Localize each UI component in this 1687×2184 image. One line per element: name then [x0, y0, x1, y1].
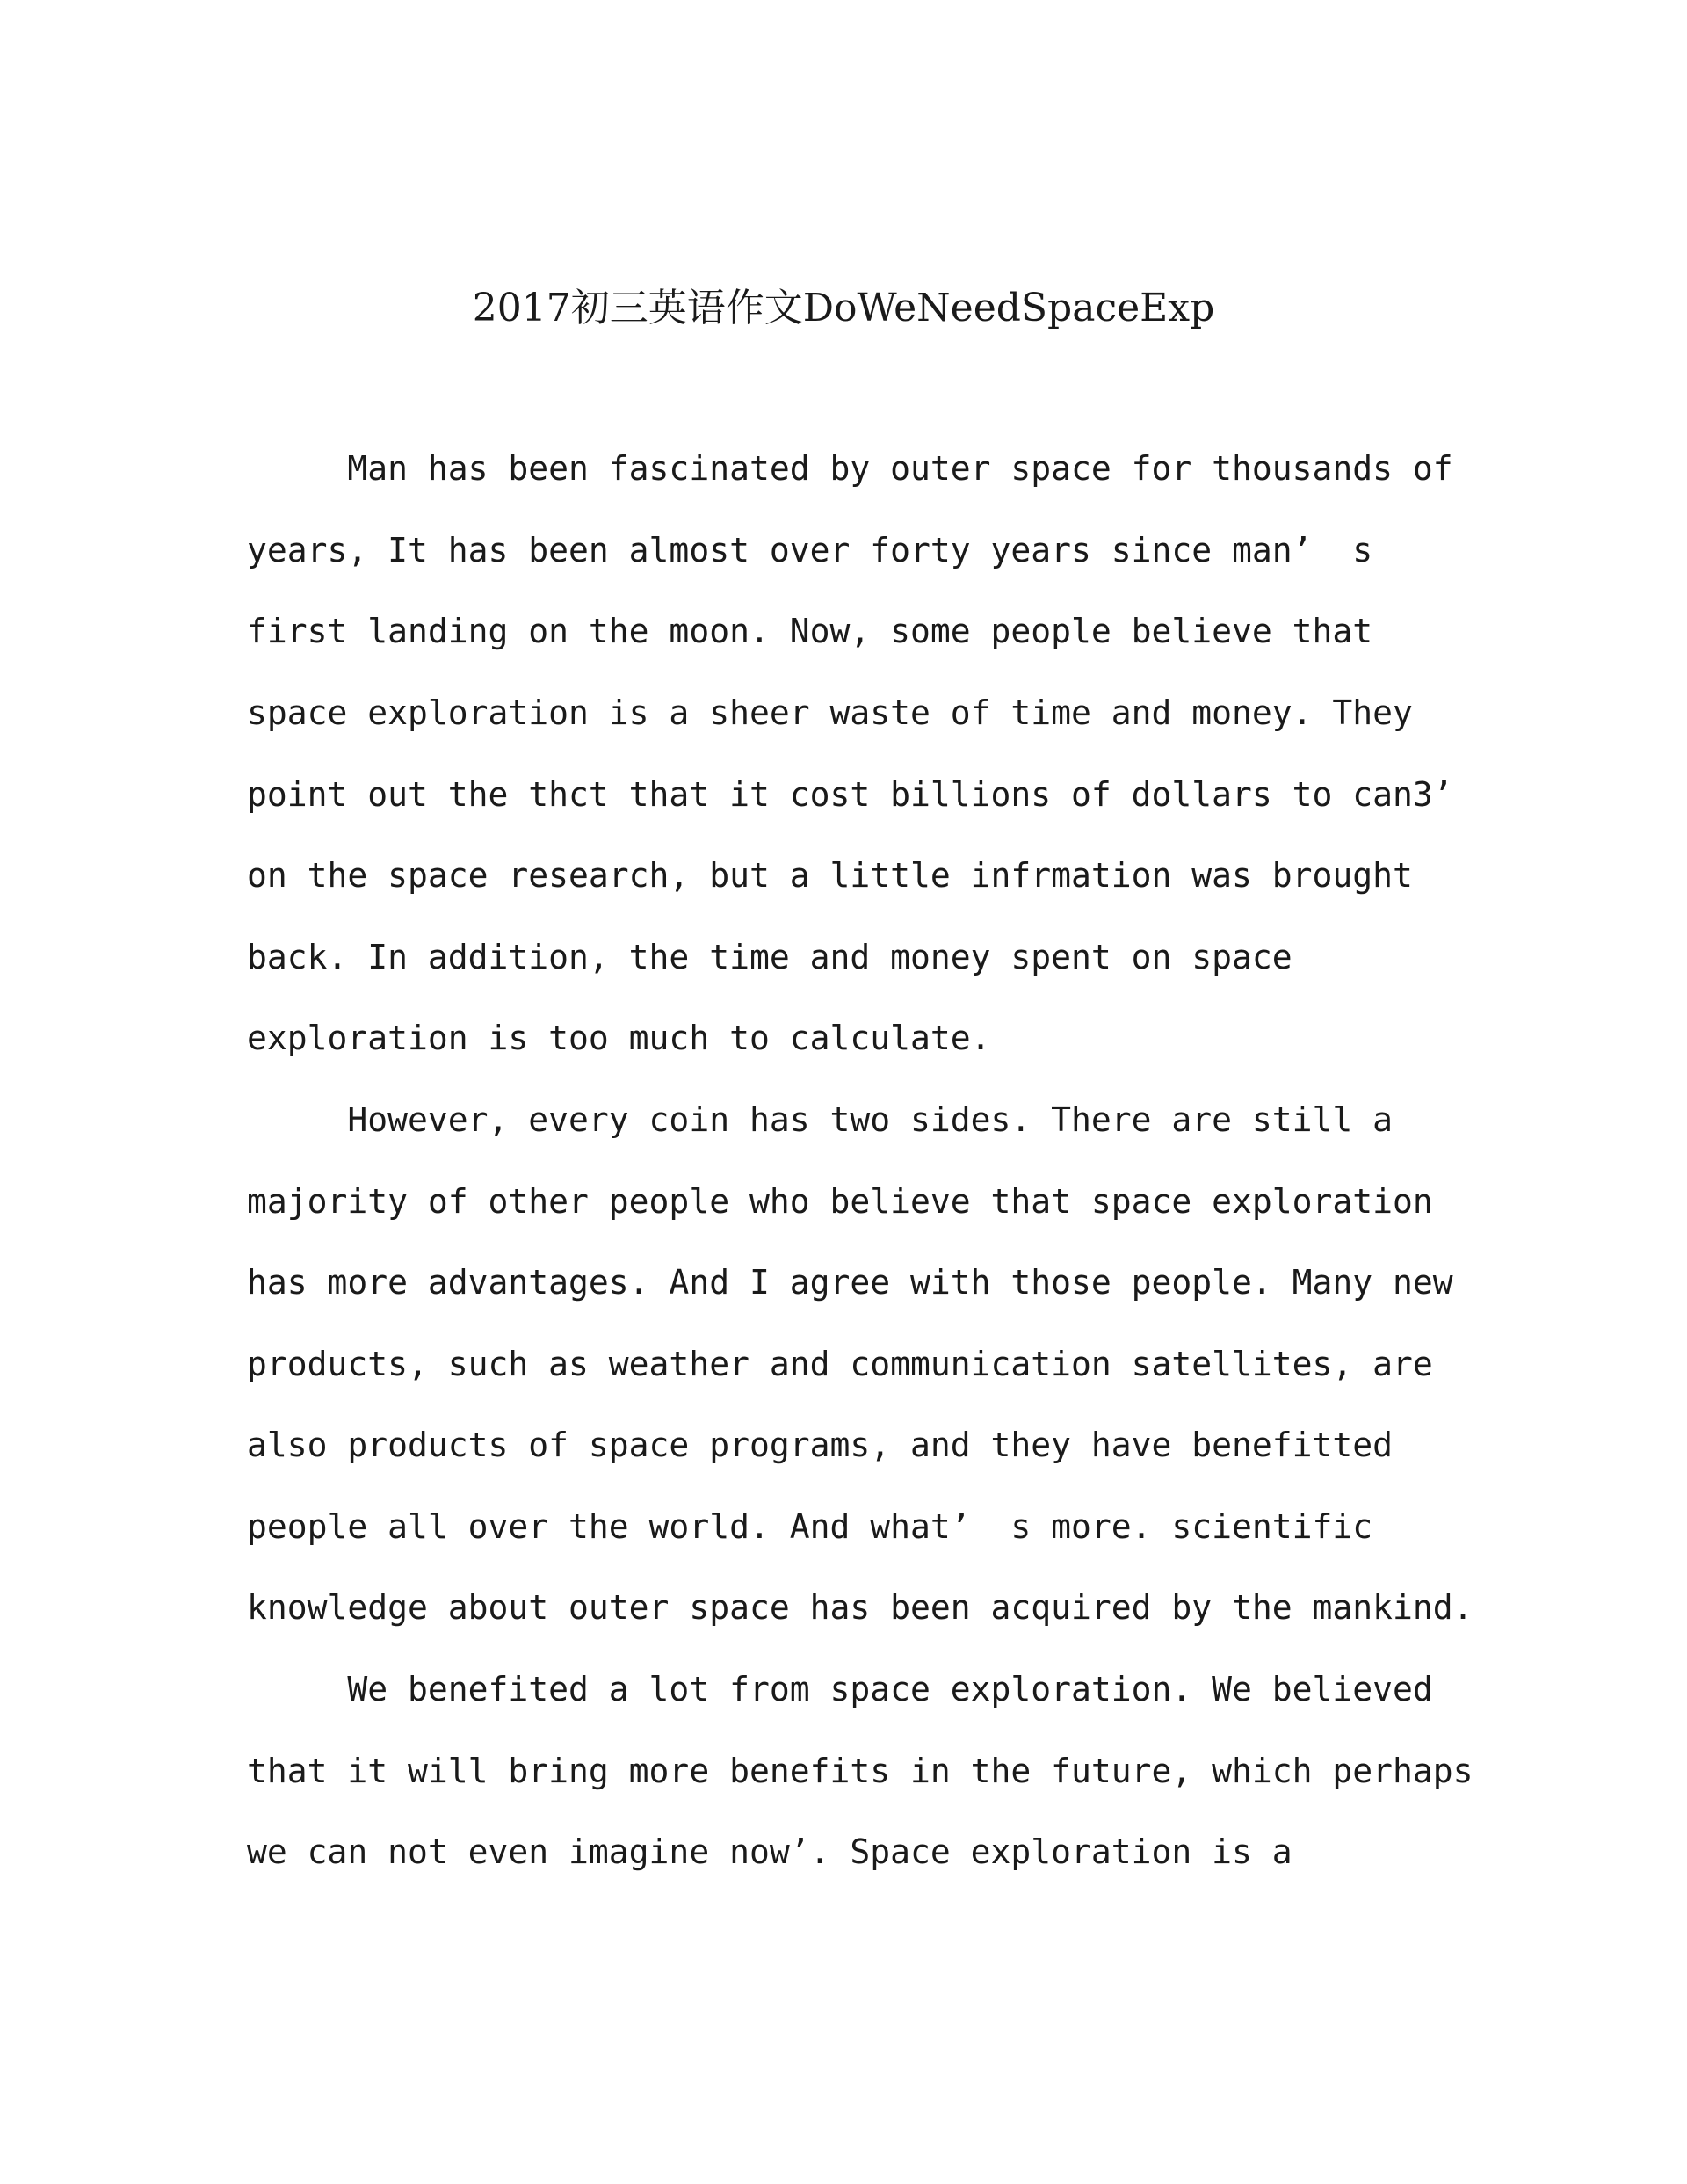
- document-title: 2017初三英语作文DoWeNeedSpaceExp: [472, 286, 1215, 330]
- body-line: first landing on the moon. Now, some people believe that: [247, 612, 1373, 650]
- body-line: years, It has been almost over forty years since man’ s: [247, 531, 1373, 570]
- body-line: However, every coin has two sides. There are still a: [247, 1100, 1394, 1139]
- body-line: We benefited a lot from space exploration. We believed: [247, 1670, 1433, 1709]
- body-line: knowledge about outer space has been acquired by the mankind.: [247, 1588, 1473, 1627]
- body-line: on the space research, but a little infrmation was brought: [247, 856, 1413, 895]
- body-line: Man has been fascinated by outer space for thousands of: [247, 449, 1453, 488]
- body-line: majority of other people who believe that space exploration: [247, 1182, 1433, 1221]
- body-line: people all over the world. And what’ s more. scientific: [247, 1507, 1373, 1546]
- body-line: space exploration is a sheer waste of time and money. They: [247, 693, 1413, 732]
- body-line: products, such as weather and communication satellites, are: [247, 1345, 1433, 1383]
- body-line: exploration is too much to calculate.: [247, 1019, 991, 1057]
- body-line: that it will bring more benefits in the future, which perhaps: [247, 1752, 1473, 1790]
- body-line: we can not even imagine now’. Space exploration is a: [247, 1832, 1292, 1871]
- body-line: point out the thct that it cost billions of dollars to can3’: [247, 775, 1453, 814]
- body-line: back. In addition, the time and money spent on space: [247, 938, 1292, 976]
- body-line: also products of space programs, and they have benefitted: [247, 1426, 1394, 1464]
- body-line: has more advantages. And I agree with those people. Many new: [247, 1263, 1453, 1302]
